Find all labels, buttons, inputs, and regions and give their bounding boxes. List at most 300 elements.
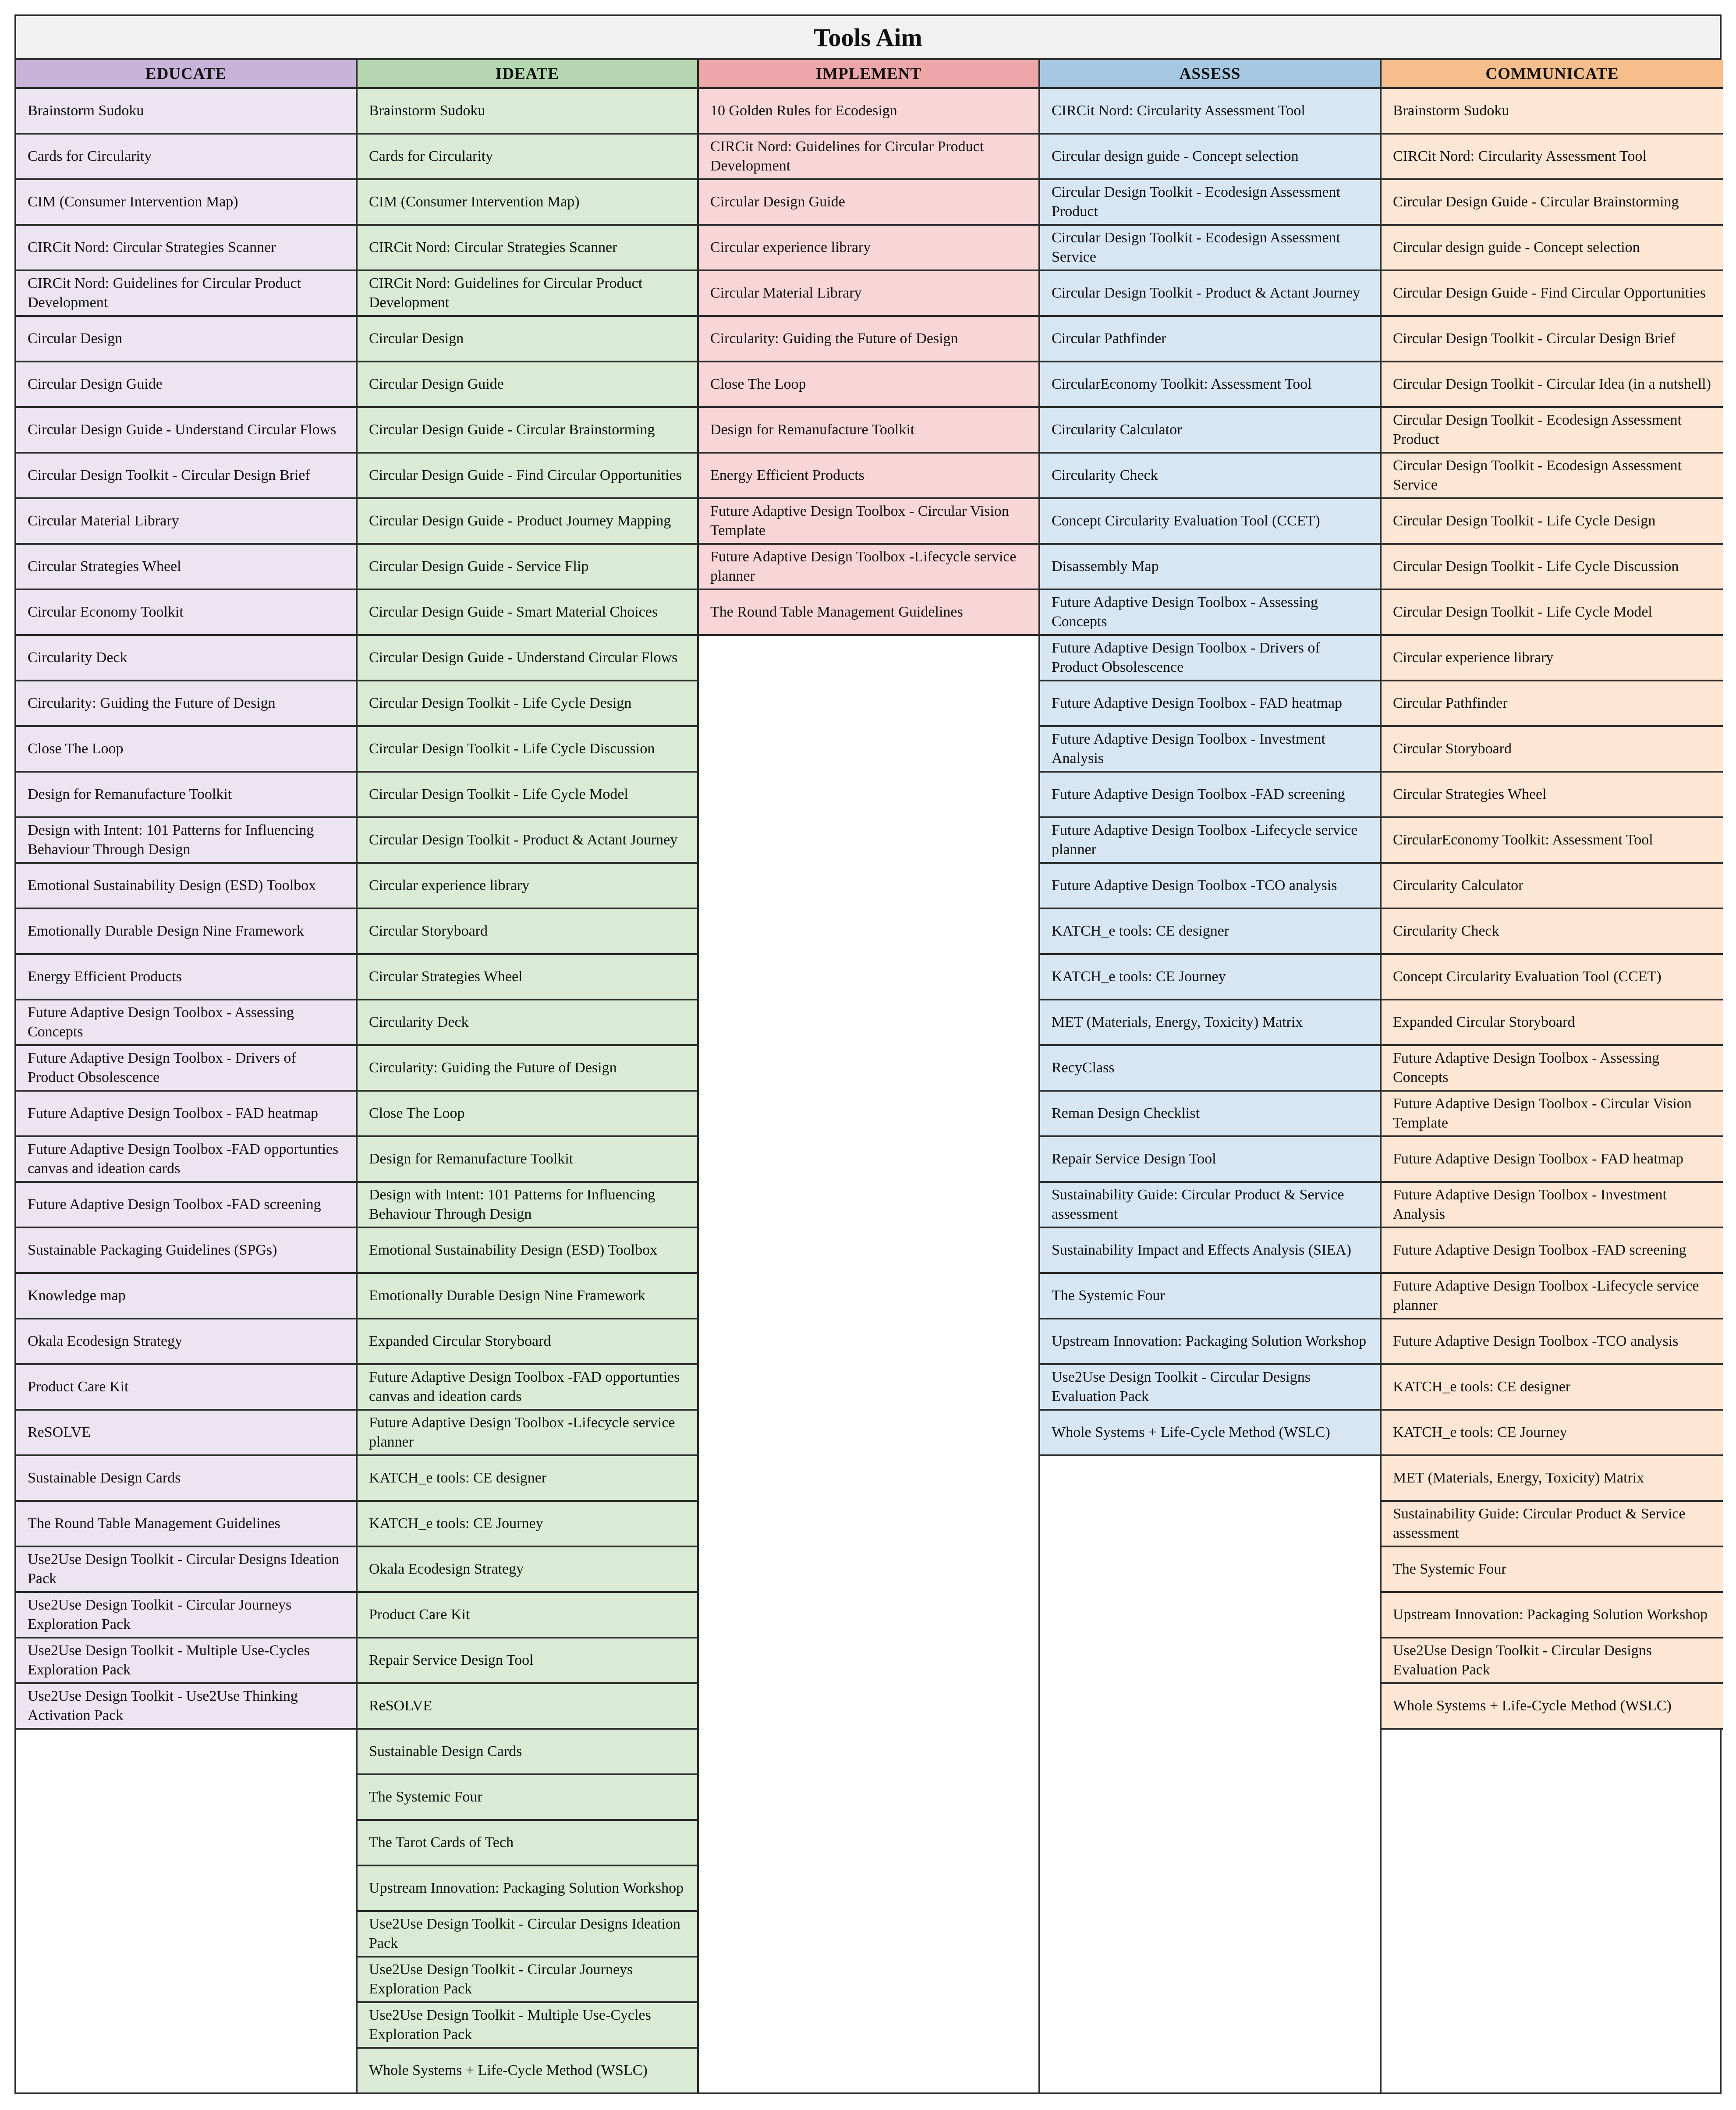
tool-name: ReSOLVE — [28, 1424, 91, 1440]
tool-name: Circular experience library — [1393, 649, 1554, 666]
tool-cell — [16, 89, 356, 135]
tool-name: MET (Materials, Energy, Toxicity) Matrix — [1393, 1470, 1644, 1486]
tool-cell — [1382, 864, 1723, 909]
tool-name: Circular Material Library — [28, 513, 179, 529]
tool-cell — [358, 499, 697, 545]
tool-name: CIM (Consumer Intervention Map) — [369, 194, 580, 210]
tool-name: Circularity: Guiding the Future of Design — [369, 1060, 617, 1076]
tool-name: Disassembly Map — [1052, 558, 1159, 574]
tool-cell — [16, 681, 356, 727]
tool-name: Sustainable Design Cards — [369, 1743, 522, 1759]
tool-name: Sustainability Guide: Circular Product & Service assessment — [1393, 1506, 1686, 1541]
tool-cell — [1040, 454, 1380, 499]
tool-name: Future Adaptive Design Toolbox -FAD screening — [28, 1196, 321, 1213]
tool-cell — [16, 1502, 356, 1547]
tool-name: Future Adaptive Design Toolbox -FAD screening — [1393, 1242, 1686, 1258]
tool-cell — [1040, 1000, 1380, 1046]
tool-cell — [358, 1092, 697, 1137]
tool-cell — [358, 955, 697, 1000]
tool-name: Design for Remanufacture Toolkit — [369, 1151, 574, 1167]
tool-cell — [358, 1912, 697, 1958]
tool-cell — [1040, 271, 1380, 317]
column-implement — [699, 60, 1040, 2094]
tool-name: Upstream Innovation: Packaging Solution Workshop — [1052, 1333, 1367, 1349]
tool-cell — [1040, 1046, 1380, 1092]
tool-cell — [16, 864, 356, 909]
tool-name: KATCH_e tools: CE Journey — [1052, 968, 1226, 985]
tool-name: Circular experience library — [710, 239, 871, 255]
tool-name: Okala Ecodesign Strategy — [28, 1333, 183, 1349]
tool-name: Future Adaptive Design Toolbox -Lifecycle service planner — [1052, 822, 1358, 858]
tool-cell — [16, 1092, 356, 1137]
tool-cell — [1382, 1000, 1723, 1046]
tool-name: ReSOLVE — [369, 1698, 432, 1714]
tool-name: Use2Use Design Toolkit - Circular Designs Evaluation Pack — [1393, 1642, 1652, 1678]
tool-name: Circularity: Guiding the Future of Design — [710, 330, 958, 347]
tool-cell — [16, 955, 356, 1000]
tool-cell — [16, 499, 356, 545]
tool-name: CIRCit Nord: Circularity Assessment Tool — [1393, 148, 1647, 164]
tool-name: Knowledge map — [28, 1287, 126, 1304]
tool-cell — [16, 362, 356, 408]
tool-cell — [1040, 1092, 1380, 1137]
tool-cell — [1040, 1274, 1380, 1319]
tool-name: Future Adaptive Design Toolbox - Assessing Concepts — [28, 1004, 294, 1040]
tool-name: Circular Design Guide — [710, 194, 845, 210]
tool-cell — [358, 818, 697, 864]
tool-cell — [16, 1137, 356, 1183]
tool-cell — [699, 362, 1038, 408]
tool-cell — [1040, 955, 1380, 1000]
tool-cell — [358, 1228, 697, 1274]
column-header: IDEATE — [358, 60, 697, 89]
tool-cell — [1382, 180, 1723, 226]
tool-name: CIRCit Nord: Circular Strategies Scanner — [369, 239, 617, 255]
tool-name: RecyClass — [1052, 1060, 1115, 1076]
tool-name: Circular experience library — [369, 877, 530, 894]
column-communicate — [1382, 60, 1723, 2094]
tool-cell — [699, 317, 1038, 362]
tool-name: Circular Design Guide - Service Flip — [369, 558, 589, 574]
tool-name: CircularEconomy Toolkit: Assessment Tool — [1393, 832, 1653, 848]
tool-name: Circular Pathfinder — [1393, 695, 1508, 711]
tool-cell — [1382, 909, 1723, 955]
tool-cell — [1382, 1092, 1723, 1137]
tool-cell — [1040, 180, 1380, 226]
tool-cell — [358, 1502, 697, 1547]
tool-name: Future Adaptive Design Toolbox - FAD heatmap — [28, 1105, 319, 1121]
tool-name: 10 Golden Rules for Ecodesign — [710, 103, 897, 119]
tool-name: MET (Materials, Energy, Toxicity) Matrix — [1052, 1014, 1303, 1030]
tool-name: Circular Design Toolkit - Life Cycle Discussion — [1393, 558, 1679, 574]
column-header: IMPLEMENT — [699, 60, 1038, 89]
column-ideate — [358, 60, 699, 2094]
tool-name: Future Adaptive Design Toolbox -Lifecycle service planner — [1393, 1278, 1699, 1313]
tool-cell — [358, 1456, 697, 1502]
tool-name: Sustainability Impact and Effects Analysis (SIEA) — [1052, 1242, 1351, 1258]
tool-name: Circular Design Toolkit - Circular Design Brief — [1393, 330, 1676, 347]
tool-name: Circular Design Toolkit - Life Cycle Discussion — [369, 741, 655, 757]
tool-cell — [1040, 1228, 1380, 1274]
tool-cell — [1382, 545, 1723, 590]
tool-name: Circular Design Guide — [28, 376, 163, 392]
tool-cell — [358, 1958, 697, 2003]
tool-name: Use2Use Design Toolkit - Circular Designs Ideation Pack — [369, 1916, 680, 1951]
tool-cell — [1382, 590, 1723, 636]
column-header: ASSESS — [1040, 60, 1380, 89]
tool-name: CIRCit Nord: Guidelines for Circular Product Development — [369, 275, 643, 311]
tool-name: Future Adaptive Design Toolbox -Lifecycle service planner — [369, 1415, 675, 1450]
tool-name: Future Adaptive Design Toolbox - Circular Vision Template — [710, 503, 1009, 539]
tool-cell — [358, 408, 697, 454]
tool-cell — [358, 636, 697, 681]
tool-name: Circular Design — [28, 330, 123, 347]
tool-cell — [1382, 454, 1723, 499]
tool-cell — [358, 1775, 697, 1821]
tool-cell — [1040, 1137, 1380, 1183]
tool-name: CIRCit Nord: Circular Strategies Scanner — [28, 239, 276, 255]
tool-cell — [16, 454, 356, 499]
tool-cell — [699, 89, 1038, 135]
column-educate — [16, 60, 358, 2094]
tool-name: Upstream Innovation: Packaging Solution Workshop — [1393, 1606, 1708, 1623]
tool-name: Future Adaptive Design Toolbox -FAD opportunties canvas and ideation cards — [369, 1369, 680, 1404]
tool-cell — [16, 135, 356, 180]
tool-cell — [1040, 818, 1380, 864]
tool-cell — [1382, 818, 1723, 864]
tool-name: Circular Strategies Wheel — [1393, 786, 1547, 802]
tool-name: Use2Use Design Toolkit - Multiple Use-Cycles Exploration Pack — [369, 2007, 651, 2043]
tool-cell — [1382, 1274, 1723, 1319]
tool-name: The Round Table Management Guidelines — [710, 604, 963, 620]
tool-cell — [16, 317, 356, 362]
tool-name: Circular Storyboard — [369, 923, 488, 939]
tool-cell — [358, 180, 697, 226]
tool-cell — [1040, 226, 1380, 271]
tool-name: Circularity Check — [1052, 467, 1158, 483]
tool-name: KATCH_e tools: CE designer — [1052, 923, 1229, 939]
tool-cell — [699, 545, 1038, 590]
tool-cell — [1382, 271, 1723, 317]
tool-name: Circular Strategies Wheel — [28, 558, 181, 574]
tool-name: Future Adaptive Design Toolbox - FAD heatmap — [1052, 695, 1343, 711]
tool-name: Concept Circularity Evaluation Tool (CCET) — [1052, 513, 1320, 529]
tool-cell — [1382, 1502, 1723, 1547]
tool-name: Product Care Kit — [369, 1606, 470, 1623]
tool-name: Future Adaptive Design Toolbox - Drivers of Product Obsolescence — [28, 1050, 296, 1085]
tool-name: Design with Intent: 101 Patterns for Influencing Behaviour Through Design — [28, 822, 314, 858]
tool-name: Circular Design Toolkit - Life Cycle Design — [1393, 513, 1656, 529]
tool-cell — [1382, 408, 1723, 454]
tool-cell — [358, 1821, 697, 1866]
tool-name: Circular Design Guide - Understand Circular Flows — [28, 422, 337, 438]
tool-cell — [16, 226, 356, 271]
tool-cell — [358, 1638, 697, 1684]
tool-name: CircularEconomy Toolkit: Assessment Tool — [1052, 376, 1312, 392]
tool-name: Reman Design Checklist — [1052, 1105, 1200, 1121]
tool-cell — [1382, 1365, 1723, 1411]
tool-cell — [358, 317, 697, 362]
tool-name: CIRCit Nord: Guidelines for Circular Product Development — [28, 275, 301, 311]
tool-cell — [699, 590, 1038, 636]
tool-cell — [1040, 362, 1380, 408]
tool-name: Brainstorm Sudoku — [28, 103, 144, 119]
tool-cell — [699, 454, 1038, 499]
tool-cell — [1382, 1684, 1723, 1730]
tool-cell — [16, 1456, 356, 1502]
tool-name: Future Adaptive Design Toolbox - Drivers of Product Obsolescence — [1052, 640, 1320, 675]
tool-name: Circular Material Library — [710, 285, 862, 301]
tool-name: Emotionally Durable Design Nine Framework — [28, 923, 304, 939]
tool-name: Energy Efficient Products — [710, 467, 864, 483]
tool-name: Circularity: Guiding the Future of Design — [28, 695, 276, 711]
tool-name: Circularity Deck — [28, 649, 128, 666]
tool-name: Use2Use Design Toolkit - Use2Use Thinking Activation Pack — [28, 1688, 298, 1723]
tool-name: Design with Intent: 101 Patterns for Influencing Behaviour Through Design — [369, 1187, 655, 1222]
tool-name: Circular Design Guide — [369, 376, 504, 392]
tool-name: Whole Systems + Life-Cycle Method (WSLC) — [1393, 1698, 1672, 1714]
tool-name: Circular Design Toolkit - Ecodesign Assessment Product — [1393, 412, 1682, 447]
tool-name: Circular Pathfinder — [1052, 330, 1166, 347]
tool-cell — [16, 1638, 356, 1684]
tool-cell — [1040, 681, 1380, 727]
tool-cell — [16, 1000, 356, 1046]
tool-cell — [1040, 1411, 1380, 1456]
tool-cell — [358, 1730, 697, 1775]
tool-cell — [1040, 773, 1380, 818]
tool-name: Future Adaptive Design Toolbox -FAD screening — [1052, 786, 1345, 802]
tool-name: Circular Design Toolkit - Ecodesign Assessment Service — [1393, 457, 1682, 493]
tool-cell — [1382, 727, 1723, 773]
tool-cell — [16, 271, 356, 317]
tool-name: CIM (Consumer Intervention Map) — [28, 194, 238, 210]
tool-name: Circular Design Toolkit - Product & Actant Journey — [1052, 285, 1360, 301]
tool-name: Circular Design Toolkit - Life Cycle Model — [369, 786, 628, 802]
tool-cell — [358, 1000, 697, 1046]
tool-name: Circularity Calculator — [1052, 422, 1182, 438]
tool-cell — [358, 135, 697, 180]
tool-cell — [16, 773, 356, 818]
tool-cell — [699, 499, 1038, 545]
tool-name: Circular design guide - Concept selection — [1393, 239, 1640, 255]
tool-cell — [358, 909, 697, 955]
tool-name: Design for Remanufacture Toolkit — [710, 422, 915, 438]
tool-cell — [358, 1684, 697, 1730]
tool-cell — [358, 773, 697, 818]
tool-cell — [16, 636, 356, 681]
tool-cell — [16, 727, 356, 773]
tool-cell — [1382, 1319, 1723, 1365]
tool-name: Circular Economy Toolkit — [28, 604, 184, 620]
tool-cell — [1040, 1365, 1380, 1411]
tool-name: Future Adaptive Design Toolbox -Lifecycle service planner — [710, 549, 1017, 584]
tool-cell — [358, 2049, 697, 2094]
tool-name: Circularity Check — [1393, 923, 1499, 939]
tool-name: CIRCit Nord: Circularity Assessment Tool — [1052, 103, 1305, 119]
tool-name: The Tarot Cards of Tech — [369, 1834, 514, 1851]
tool-name: Circular Strategies Wheel — [369, 968, 523, 985]
tool-name: Future Adaptive Design Toolbox - Assessing Concepts — [1393, 1050, 1660, 1085]
tool-name: CIRCit Nord: Guidelines for Circular Product Development — [710, 138, 984, 174]
tool-name: Future Adaptive Design Toolbox -FAD opportunties canvas and ideation cards — [28, 1141, 339, 1177]
tool-cell — [1040, 909, 1380, 955]
tool-cell — [1382, 773, 1723, 818]
tool-name: Circular Design Guide - Find Circular Opportunities — [369, 467, 682, 483]
tool-cell — [1040, 499, 1380, 545]
tool-cell — [358, 545, 697, 590]
tool-cell — [358, 1137, 697, 1183]
tool-name: Circular Design Toolkit - Product & Actant Journey — [369, 832, 678, 848]
tool-name: Brainstorm Sudoku — [369, 103, 485, 119]
tool-cell — [699, 226, 1038, 271]
tool-cell — [1040, 590, 1380, 636]
tool-name: Sustainable Packaging Guidelines (SPGs) — [28, 1242, 277, 1258]
tool-cell — [16, 1411, 356, 1456]
tool-name: Whole Systems + Life-Cycle Method (WSLC) — [1052, 1424, 1330, 1440]
tool-cell — [358, 1274, 697, 1319]
tool-cell — [16, 180, 356, 226]
tool-name: Product Care Kit — [28, 1379, 129, 1395]
tool-cell — [358, 362, 697, 408]
tool-cell — [1040, 1319, 1380, 1365]
tool-name: Use2Use Design Toolkit - Circular Journeys Exploration Pack — [369, 1961, 633, 1997]
tool-cell — [699, 408, 1038, 454]
tool-cell — [358, 590, 697, 636]
tool-cell — [358, 864, 697, 909]
tool-cell — [1040, 864, 1380, 909]
tool-name: Circular Design Guide - Find Circular Opportunities — [1393, 285, 1706, 301]
tool-name: Repair Service Design Tool — [1052, 1151, 1216, 1167]
tool-name: Expanded Circular Storyboard — [1393, 1014, 1575, 1030]
tool-cell — [1382, 1411, 1723, 1456]
tool-name: Circular design guide - Concept selection — [1052, 148, 1299, 164]
tool-name: Future Adaptive Design Toolbox - FAD heatmap — [1393, 1151, 1684, 1167]
tool-name: Circular Design Toolkit - Circular Design Brief — [28, 467, 310, 483]
tool-name: Circularity Calculator — [1393, 877, 1523, 894]
tool-name: Close The Loop — [710, 376, 806, 392]
tool-cell — [358, 2003, 697, 2049]
tool-name: Circular Design Guide - Understand Circular Flows — [369, 649, 678, 666]
tool-name: Energy Efficient Products — [28, 968, 182, 985]
tool-cell — [1382, 135, 1723, 180]
tool-cell — [1040, 135, 1380, 180]
tool-name: Use2Use Design Toolkit - Circular Journeys Exploration Pack — [28, 1597, 292, 1632]
tool-cell — [16, 818, 356, 864]
tool-name: Cards for Circularity — [28, 148, 152, 164]
tool-cell — [16, 1547, 356, 1593]
tool-name: Use2Use Design Toolkit - Circular Designs Evaluation Pack — [1052, 1369, 1311, 1404]
tool-name: Emotionally Durable Design Nine Framework — [369, 1287, 645, 1304]
tool-cell — [1382, 1456, 1723, 1502]
tool-cell — [358, 89, 697, 135]
tool-name: Emotional Sustainability Design (ESD) Toolbox — [28, 877, 316, 894]
tool-cell — [1040, 545, 1380, 590]
table-title: Tools Aim — [16, 16, 1720, 60]
tool-name: The Systemic Four — [1052, 1287, 1165, 1304]
tool-cell — [16, 1274, 356, 1319]
tool-name: The Systemic Four — [1393, 1561, 1506, 1577]
tool-cell — [358, 1593, 697, 1638]
tool-name: Future Adaptive Design Toolbox - Assessing Concepts — [1052, 594, 1318, 630]
tool-name: Concept Circularity Evaluation Tool (CCET) — [1393, 968, 1662, 985]
tool-cell — [16, 545, 356, 590]
tool-cell — [1040, 408, 1380, 454]
tool-cell — [16, 1365, 356, 1411]
tool-cell — [1382, 1228, 1723, 1274]
tool-name: The Systemic Four — [369, 1789, 482, 1805]
tool-cell — [1382, 362, 1723, 408]
tool-name: Circular Design Guide - Product Journey Mapping — [369, 513, 671, 529]
tool-name: Okala Ecodesign Strategy — [369, 1561, 524, 1577]
tool-cell — [1382, 681, 1723, 727]
tool-cell — [16, 1593, 356, 1638]
tool-name: Sustainability Guide: Circular Product & Service assessment — [1052, 1187, 1344, 1222]
tool-cell — [1040, 317, 1380, 362]
tool-cell — [16, 1183, 356, 1228]
tool-name: Close The Loop — [369, 1105, 465, 1121]
tool-name: Future Adaptive Design Toolbox -TCO analysis — [1393, 1333, 1679, 1349]
column-header: EDUCATE — [16, 60, 356, 89]
tool-name: Use2Use Design Toolkit - Circular Designs Ideation Pack — [28, 1551, 339, 1587]
tool-cell — [1382, 499, 1723, 545]
tool-name: KATCH_e tools: CE Journey — [1393, 1424, 1567, 1440]
tool-cell — [1040, 727, 1380, 773]
tool-name: Upstream Innovation: Packaging Solution Workshop — [369, 1880, 684, 1896]
tool-name: Cards for Circularity — [369, 148, 493, 164]
tool-cell — [358, 1411, 697, 1456]
tool-cell — [358, 454, 697, 499]
tool-name: Use2Use Design Toolkit - Multiple Use-Cycles Exploration Pack — [28, 1642, 310, 1678]
tool-name: Design for Remanufacture Toolkit — [28, 786, 232, 802]
tool-name: Circular Design Toolkit - Ecodesign Assessment Product — [1052, 184, 1340, 220]
column-header: COMMUNICATE — [1382, 60, 1723, 89]
tool-cell — [16, 1684, 356, 1730]
tool-cell — [1382, 1183, 1723, 1228]
tool-name: Sustainable Design Cards — [28, 1470, 181, 1486]
tool-cell — [1382, 317, 1723, 362]
tool-name: Circularity Deck — [369, 1014, 469, 1030]
tool-cell — [1382, 1046, 1723, 1092]
tool-name: Circular Design Guide - Circular Brainstorming — [1393, 194, 1679, 210]
tool-cell — [358, 727, 697, 773]
tool-cell — [16, 590, 356, 636]
column-assess — [1040, 60, 1382, 2094]
tool-cell — [358, 1183, 697, 1228]
tool-name: Future Adaptive Design Toolbox -TCO analysis — [1052, 877, 1337, 894]
tool-name: Circular Design — [369, 330, 464, 347]
tool-cell — [699, 135, 1038, 180]
tool-cell — [16, 1319, 356, 1365]
tool-cell — [1382, 1638, 1723, 1684]
tool-name: Future Adaptive Design Toolbox - Circular Vision Template — [1393, 1096, 1692, 1131]
tool-cell — [358, 1365, 697, 1411]
tool-cell — [358, 271, 697, 317]
tool-cell — [1382, 89, 1723, 135]
tool-cell — [1040, 1183, 1380, 1228]
tool-cell — [358, 1046, 697, 1092]
tool-cell — [1382, 226, 1723, 271]
tool-cell — [1382, 955, 1723, 1000]
tool-name: The Round Table Management Guidelines — [28, 1515, 280, 1532]
tool-name: Circular Design Toolkit - Life Cycle Model — [1393, 604, 1652, 620]
tool-name: Brainstorm Sudoku — [1393, 103, 1509, 119]
tool-name: Expanded Circular Storyboard — [369, 1333, 551, 1349]
tool-name: Circular Storyboard — [1393, 741, 1512, 757]
tool-name: Repair Service Design Tool — [369, 1652, 534, 1668]
tool-name: Circular Design Guide - Smart Material Choices — [369, 604, 658, 620]
tool-cell — [1040, 636, 1380, 681]
tool-name: Future Adaptive Design Toolbox - Investment Analysis — [1052, 731, 1325, 766]
